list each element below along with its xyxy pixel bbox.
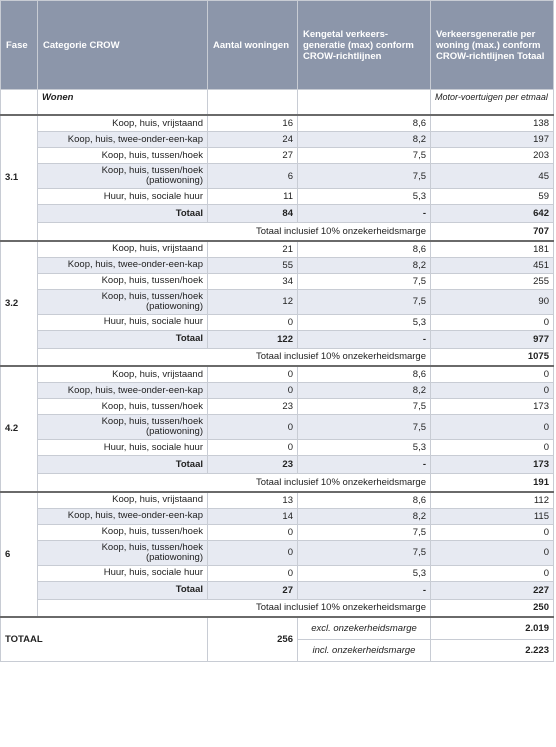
incl-total-value: 250 <box>431 599 554 617</box>
header-fase: Fase <box>1 1 38 90</box>
total-traffic: 173 <box>431 456 554 474</box>
fase-label: 6 <box>1 492 38 618</box>
incl-total-label: Totaal inclusief 10% onzekerheidsmarge <box>38 474 431 492</box>
category-cell: Koop, huis, vrijstaand <box>38 241 208 258</box>
table-row <box>1 540 554 565</box>
table-row <box>1 257 554 273</box>
total-row <box>1 581 554 599</box>
header-row <box>1 1 554 90</box>
fase-label: 4.2 <box>1 366 38 492</box>
traffic-cell: 0 <box>431 540 554 565</box>
table-row <box>1 399 554 415</box>
table-row <box>1 415 554 440</box>
phase-body <box>1 115 554 617</box>
kengetal-cell: 8,2 <box>298 508 431 524</box>
traffic-cell: 0 <box>431 440 554 456</box>
traffic-cell: 90 <box>431 289 554 314</box>
count-cell: 11 <box>208 189 298 205</box>
total-kengetal: - <box>298 456 431 474</box>
table-row <box>1 148 554 164</box>
wonen-label: Wonen <box>38 90 208 116</box>
count-cell: 0 <box>208 314 298 330</box>
table-row <box>1 508 554 524</box>
kengetal-cell: 5,3 <box>298 314 431 330</box>
kengetal-cell: 7,5 <box>298 164 431 189</box>
total-row <box>1 330 554 348</box>
kengetal-cell: 8,2 <box>298 383 431 399</box>
total-kengetal: - <box>298 330 431 348</box>
total-count: 23 <box>208 456 298 474</box>
category-cell: Koop, huis, vrijstaand <box>38 366 208 383</box>
incl-total-label: Totaal inclusief 10% onzekerheidsmarge <box>38 223 431 241</box>
count-cell: 14 <box>208 508 298 524</box>
traffic-cell: 45 <box>431 164 554 189</box>
grand-total-excl-row <box>1 617 554 640</box>
traffic-cell: 0 <box>431 565 554 581</box>
traffic-cell: 0 <box>431 415 554 440</box>
count-cell: 0 <box>208 440 298 456</box>
traffic-cell: 59 <box>431 189 554 205</box>
category-cell: Koop, huis, twee-onder-een-kap <box>38 257 208 273</box>
category-cell: Huur, huis, sociale huur <box>38 565 208 581</box>
table-row <box>1 314 554 330</box>
kengetal-cell: 7,5 <box>298 273 431 289</box>
count-cell: 34 <box>208 273 298 289</box>
table-row <box>1 565 554 581</box>
incl-total-label: Totaal inclusief 10% onzekerheidsmarge <box>38 348 431 366</box>
category-cell: Koop, huis, twee-onder-een-kap <box>38 132 208 148</box>
kengetal-cell: 5,3 <box>298 440 431 456</box>
total-count: 84 <box>208 205 298 223</box>
count-cell: 0 <box>208 524 298 540</box>
category-cell: Koop, huis, tussen/hoek (patiowoning) <box>38 289 208 314</box>
traffic-cell: 0 <box>431 314 554 330</box>
category-cell: Huur, huis, sociale huur <box>38 314 208 330</box>
total-count: 27 <box>208 581 298 599</box>
excl-value: 2.019 <box>431 617 554 640</box>
count-cell: 13 <box>208 492 298 509</box>
category-cell: Huur, huis, sociale huur <box>38 189 208 205</box>
count-cell: 16 <box>208 115 298 132</box>
total-label: Totaal <box>38 456 208 474</box>
incl-total-value: 191 <box>431 474 554 492</box>
category-cell: Koop, huis, twee-onder-een-kap <box>38 383 208 399</box>
category-cell: Koop, huis, twee-onder-een-kap <box>38 508 208 524</box>
incl-total-value: 707 <box>431 223 554 241</box>
category-cell: Koop, huis, tussen/hoek <box>38 399 208 415</box>
total-kengetal: - <box>298 581 431 599</box>
incl-total-row <box>1 599 554 617</box>
table-row <box>1 366 554 383</box>
count-cell: 21 <box>208 241 298 258</box>
traffic-cell: 112 <box>431 492 554 509</box>
fase-label: 3.1 <box>1 115 38 241</box>
traffic-cell: 451 <box>431 257 554 273</box>
count-cell: 55 <box>208 257 298 273</box>
kengetal-cell: 8,6 <box>298 366 431 383</box>
total-count: 122 <box>208 330 298 348</box>
total-label: Totaal <box>38 330 208 348</box>
subheader-row <box>1 90 554 116</box>
incl-total-label: Totaal inclusief 10% onzekerheidsmarge <box>38 599 431 617</box>
total-kengetal: - <box>298 205 431 223</box>
count-cell: 0 <box>208 383 298 399</box>
header-kengetal: Kengetal verkeers-generatie (max) conform CROW-richtlijnen <box>298 1 431 90</box>
count-cell: 27 <box>208 148 298 164</box>
unit-label: Motor-voertuigen per etmaal <box>431 90 554 116</box>
total-traffic: 977 <box>431 330 554 348</box>
table-row <box>1 440 554 456</box>
kengetal-cell: 8,6 <box>298 115 431 132</box>
count-cell: 6 <box>208 164 298 189</box>
grand-total-count: 256 <box>208 617 298 662</box>
total-label: Totaal <box>38 205 208 223</box>
table-row <box>1 241 554 258</box>
category-cell: Koop, huis, tussen/hoek <box>38 273 208 289</box>
header-categorie: Categorie CROW <box>38 1 208 90</box>
table-row <box>1 132 554 148</box>
table-row <box>1 273 554 289</box>
total-label: Totaal <box>38 581 208 599</box>
traffic-cell: 197 <box>431 132 554 148</box>
count-cell: 24 <box>208 132 298 148</box>
category-cell: Koop, huis, tussen/hoek <box>38 524 208 540</box>
incl-total-row <box>1 474 554 492</box>
incl-total-row <box>1 348 554 366</box>
count-cell: 0 <box>208 415 298 440</box>
traffic-cell: 0 <box>431 383 554 399</box>
kengetal-cell: 8,6 <box>298 241 431 258</box>
count-cell: 12 <box>208 289 298 314</box>
kengetal-cell: 5,3 <box>298 565 431 581</box>
category-cell: Koop, huis, tussen/hoek (patiowoning) <box>38 415 208 440</box>
fase-label: 3.2 <box>1 241 38 367</box>
kengetal-cell: 7,5 <box>298 524 431 540</box>
traffic-cell: 203 <box>431 148 554 164</box>
kengetal-cell: 7,5 <box>298 415 431 440</box>
header-aantal: Aantal woningen <box>208 1 298 90</box>
header-verkeer: Verkeersgeneratie per woning (max.) conform CROW-richtlijnen Totaal <box>431 1 554 90</box>
traffic-cell: 255 <box>431 273 554 289</box>
total-row <box>1 456 554 474</box>
kengetal-cell: 7,5 <box>298 148 431 164</box>
kengetal-cell: 5,3 <box>298 189 431 205</box>
category-cell: Koop, huis, tussen/hoek (patiowoning) <box>38 164 208 189</box>
traffic-cell: 138 <box>431 115 554 132</box>
count-cell: 0 <box>208 366 298 383</box>
traffic-cell: 0 <box>431 524 554 540</box>
grand-total <box>1 617 554 662</box>
incl-label: incl. onzekerheidsmarge <box>298 640 431 662</box>
kengetal-cell: 8,6 <box>298 492 431 509</box>
total-traffic: 642 <box>431 205 554 223</box>
traffic-cell: 181 <box>431 241 554 258</box>
kengetal-cell: 7,5 <box>298 289 431 314</box>
kengetal-cell: 8,2 <box>298 132 431 148</box>
incl-total-row <box>1 223 554 241</box>
category-cell: Koop, huis, vrijstaand <box>38 492 208 509</box>
table-row <box>1 189 554 205</box>
kengetal-cell: 7,5 <box>298 540 431 565</box>
table-row <box>1 289 554 314</box>
traffic-cell: 115 <box>431 508 554 524</box>
excl-label: excl. onzekerheidsmarge <box>298 617 431 640</box>
category-cell: Koop, huis, vrijstaand <box>38 115 208 132</box>
category-cell: Huur, huis, sociale huur <box>38 440 208 456</box>
table-row <box>1 164 554 189</box>
incl-total-value: 1075 <box>431 348 554 366</box>
count-cell: 0 <box>208 565 298 581</box>
count-cell: 0 <box>208 540 298 565</box>
table-row <box>1 492 554 509</box>
count-cell: 23 <box>208 399 298 415</box>
traffic-cell: 173 <box>431 399 554 415</box>
total-row <box>1 205 554 223</box>
grand-total-label: TOTAAL <box>1 617 208 662</box>
kengetal-cell: 8,2 <box>298 257 431 273</box>
table-row <box>1 383 554 399</box>
kengetal-cell: 7,5 <box>298 399 431 415</box>
table-row <box>1 524 554 540</box>
category-cell: Koop, huis, tussen/hoek <box>38 148 208 164</box>
category-cell: Koop, huis, tussen/hoek (patiowoning) <box>38 540 208 565</box>
incl-value: 2.223 <box>431 640 554 662</box>
table-row <box>1 115 554 132</box>
total-traffic: 227 <box>431 581 554 599</box>
traffic-cell: 0 <box>431 366 554 383</box>
